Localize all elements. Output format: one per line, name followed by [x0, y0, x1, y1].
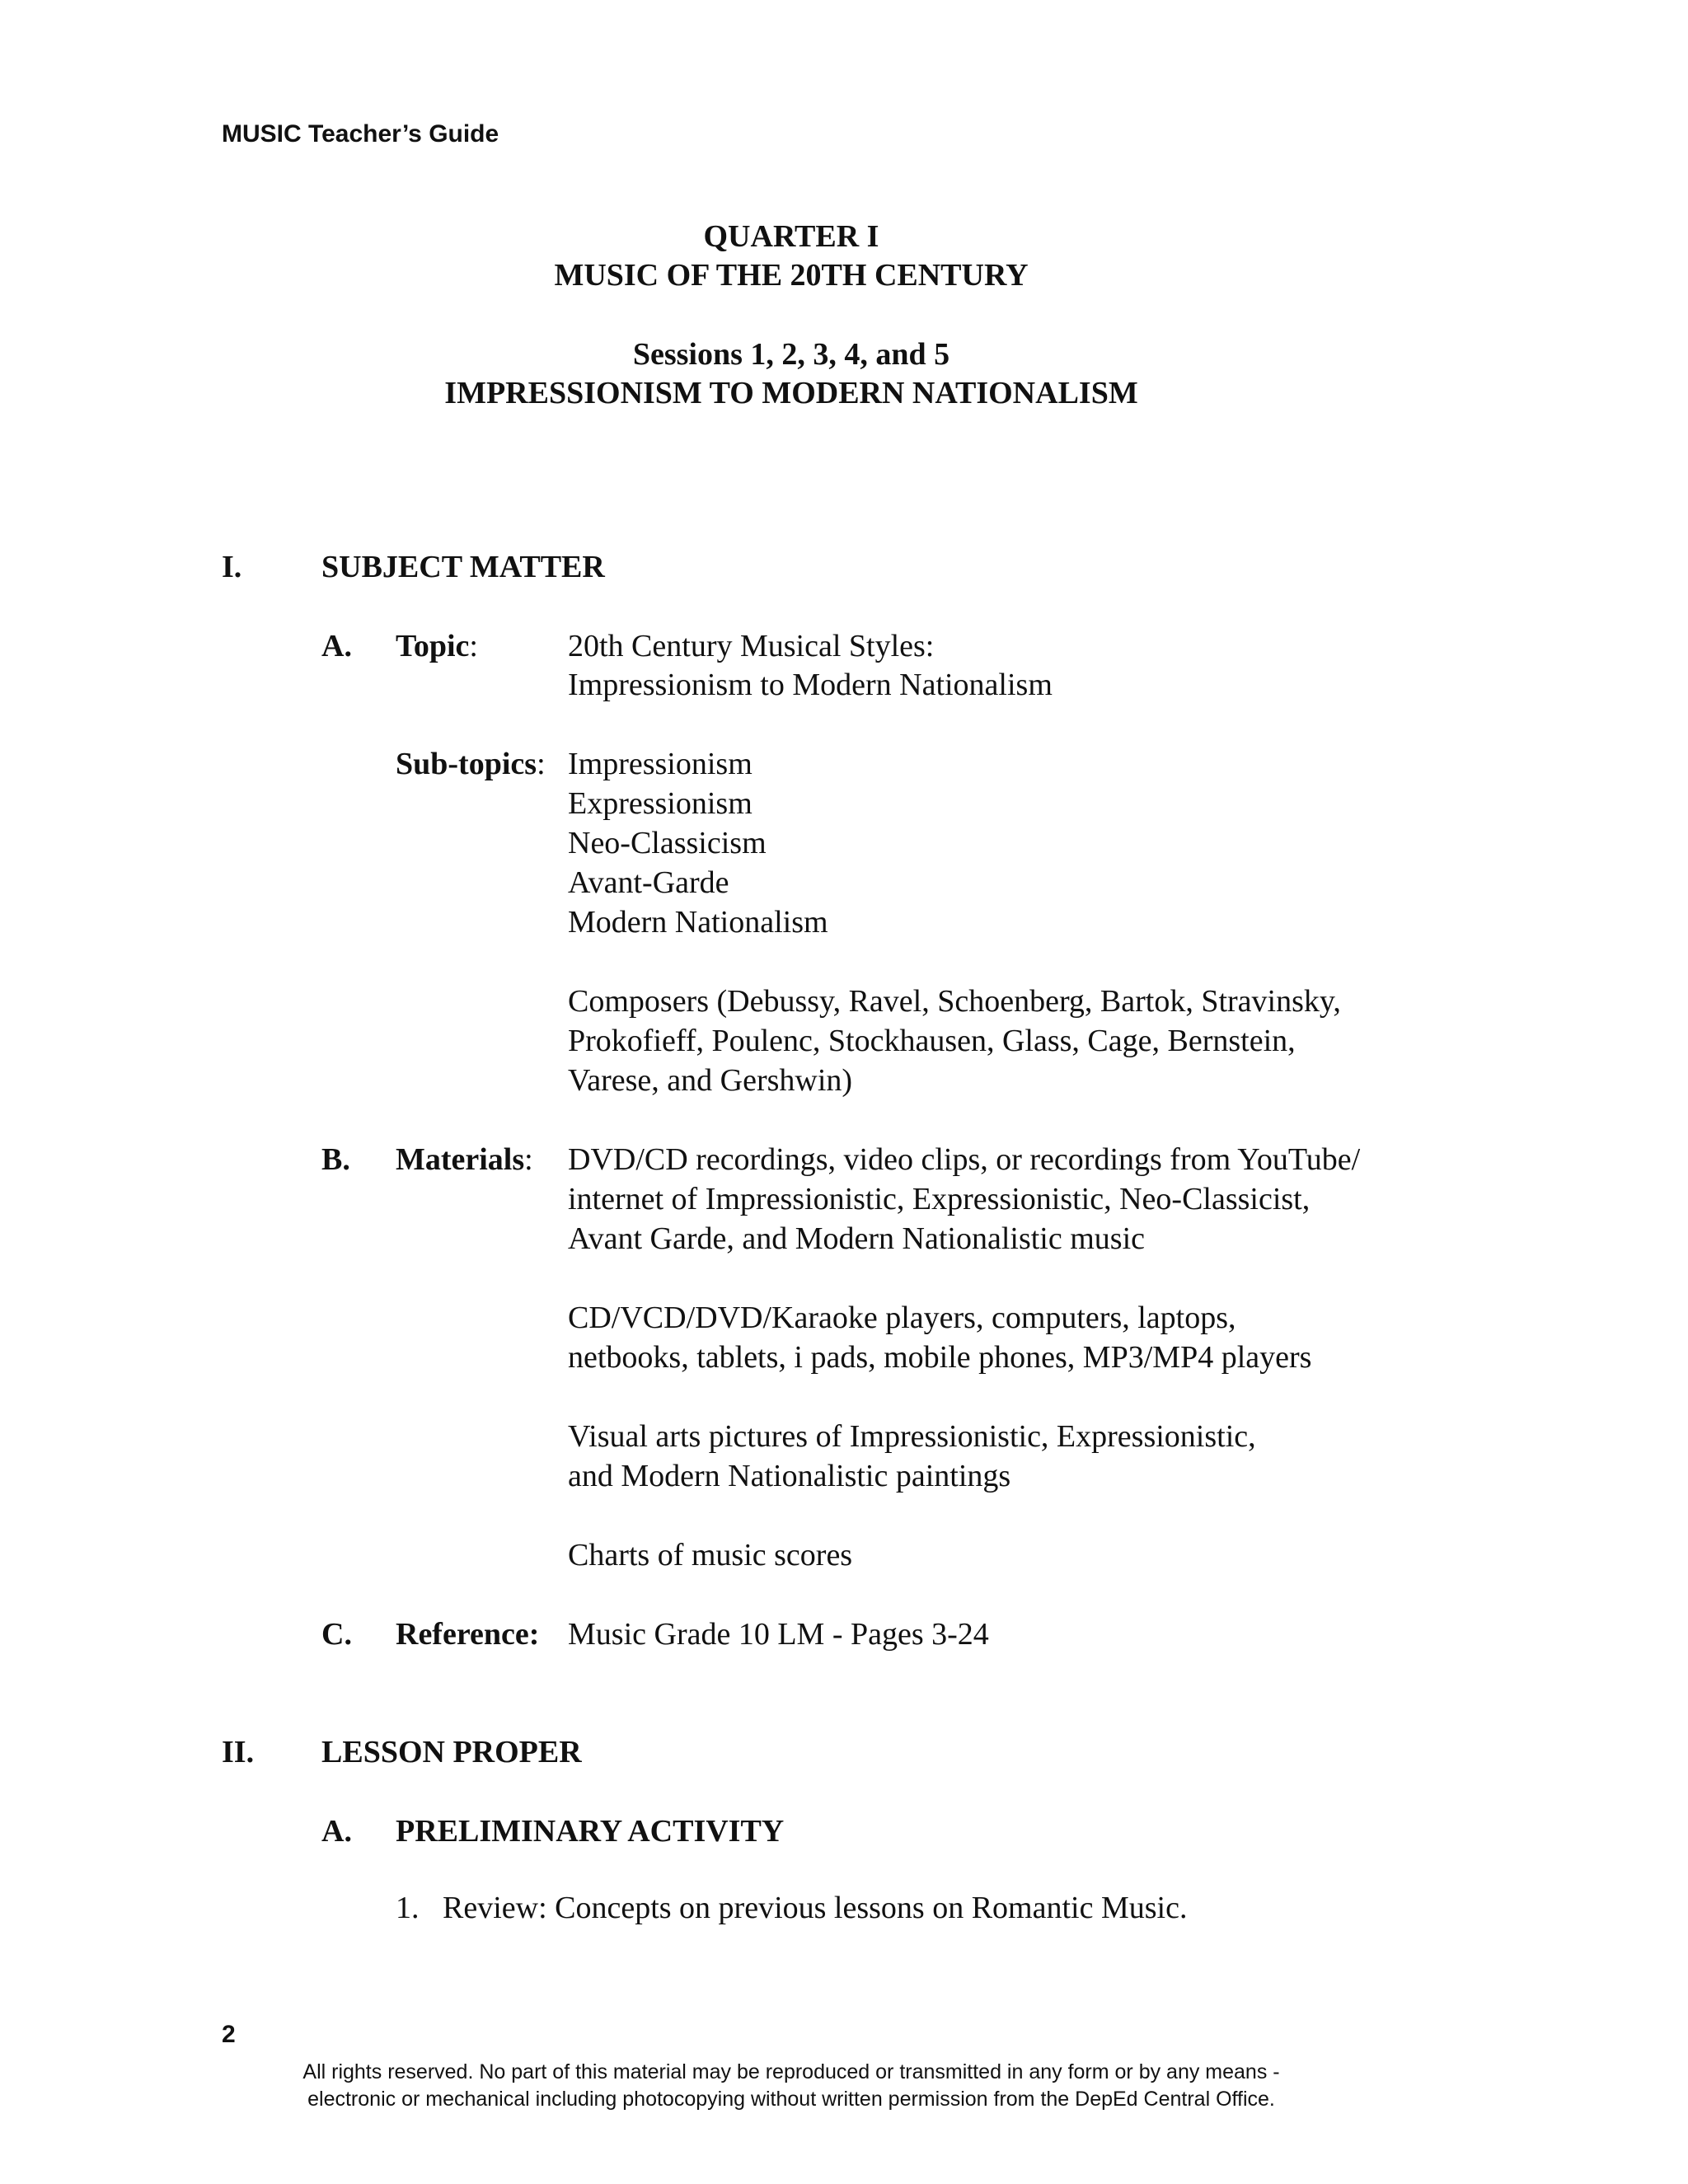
subtopic-item: Expressionism	[568, 786, 753, 821]
preliminary-activity-title: PRELIMINARY ACTIVITY	[396, 1814, 785, 1849]
materials-label: Materials:	[396, 1142, 533, 1177]
topic-line: 20th Century Musical Styles:	[568, 629, 935, 663]
copyright-footer-line: electronic or mechanical including photocopying without written permission from the DepEd Central Office.	[307, 2088, 1275, 2111]
subsection-letter-reference: C.	[321, 1617, 352, 1652]
subtopic-item: Avant-Garde	[568, 865, 729, 900]
running-header: MUSIC Teacher’s Guide	[222, 120, 499, 148]
section-title-lesson-proper: LESSON PROPER	[321, 1735, 582, 1769]
topic-label: Topic:	[396, 629, 478, 663]
copyright-footer-line: All rights reserved. No part of this material may be reproduced or transmitted in any form or by any means -	[302, 2060, 1280, 2083]
materials-line: Visual arts pictures of Impressionistic, Expressionistic,	[568, 1419, 1256, 1454]
unit-title: MUSIC OF THE 20TH CENTURY	[554, 258, 1029, 293]
materials-line: and Modern Nationalistic paintings	[568, 1459, 1011, 1493]
subtopics-label-text: Sub-topics	[396, 747, 537, 781]
reference-label-text: Reference:	[396, 1617, 540, 1652]
materials-label-text: Materials	[396, 1142, 525, 1177]
materials-line: internet of Impressionistic, Expressionistic, Neo-Classicist,	[568, 1182, 1311, 1216]
sessions-title: Sessions 1, 2, 3, 4, and 5	[632, 337, 950, 372]
lesson-title: IMPRESSIONISM TO MODERN NATIONALISM	[444, 376, 1138, 410]
subsection-letter-preliminary: A.	[321, 1814, 352, 1849]
reference-value: Music Grade 10 LM - Pages 3-24	[568, 1617, 989, 1652]
subtopics-label: Sub-topics:	[396, 747, 546, 781]
reference-label	[396, 1616, 539, 1652]
topic-label-text: Topic	[396, 629, 470, 663]
section-title-subject-matter: SUBJECT MATTER	[321, 550, 605, 584]
section-number-1: I.	[222, 550, 242, 584]
list-item: 1. Review: Concepts on previous lessons on Romantic Music.	[396, 1891, 1188, 1925]
subsection-letter-materials: B.	[321, 1142, 350, 1177]
materials-line: CD/VCD/DVD/Karaoke players, computers, laptops,	[568, 1301, 1236, 1335]
materials-line: Avant Garde, and Modern Nationalistic music	[568, 1221, 1145, 1256]
composers-line: Varese, and Gershwin)	[568, 1063, 853, 1098]
materials-line: Charts of music scores	[568, 1538, 853, 1572]
composers-line: Prokofieff, Poulenc, Stockhausen, Glass, Cage, Bernstein,	[568, 1024, 1296, 1058]
subtopic-item: Neo-Classicism	[568, 826, 767, 860]
materials-line: netbooks, tablets, i pads, mobile phones, MP3/MP4 players	[568, 1340, 1312, 1375]
composers-line: Composers (Debussy, Ravel, Schoenberg, Bartok, Stravinsky,	[568, 984, 1341, 1019]
subtopic-item: Modern Nationalism	[568, 905, 828, 940]
topic-line: Impressionism to Modern Nationalism	[568, 668, 1053, 702]
section-number-2: II.	[222, 1735, 255, 1769]
subsection-letter-topic: A.	[321, 629, 352, 663]
materials-line: DVD/CD recordings, video clips, or recordings from YouTube/	[568, 1142, 1361, 1177]
quarter-title: QUARTER I	[703, 219, 879, 254]
subtopic-item: Impressionism	[568, 747, 753, 781]
page-number: 2	[222, 2021, 236, 2048]
